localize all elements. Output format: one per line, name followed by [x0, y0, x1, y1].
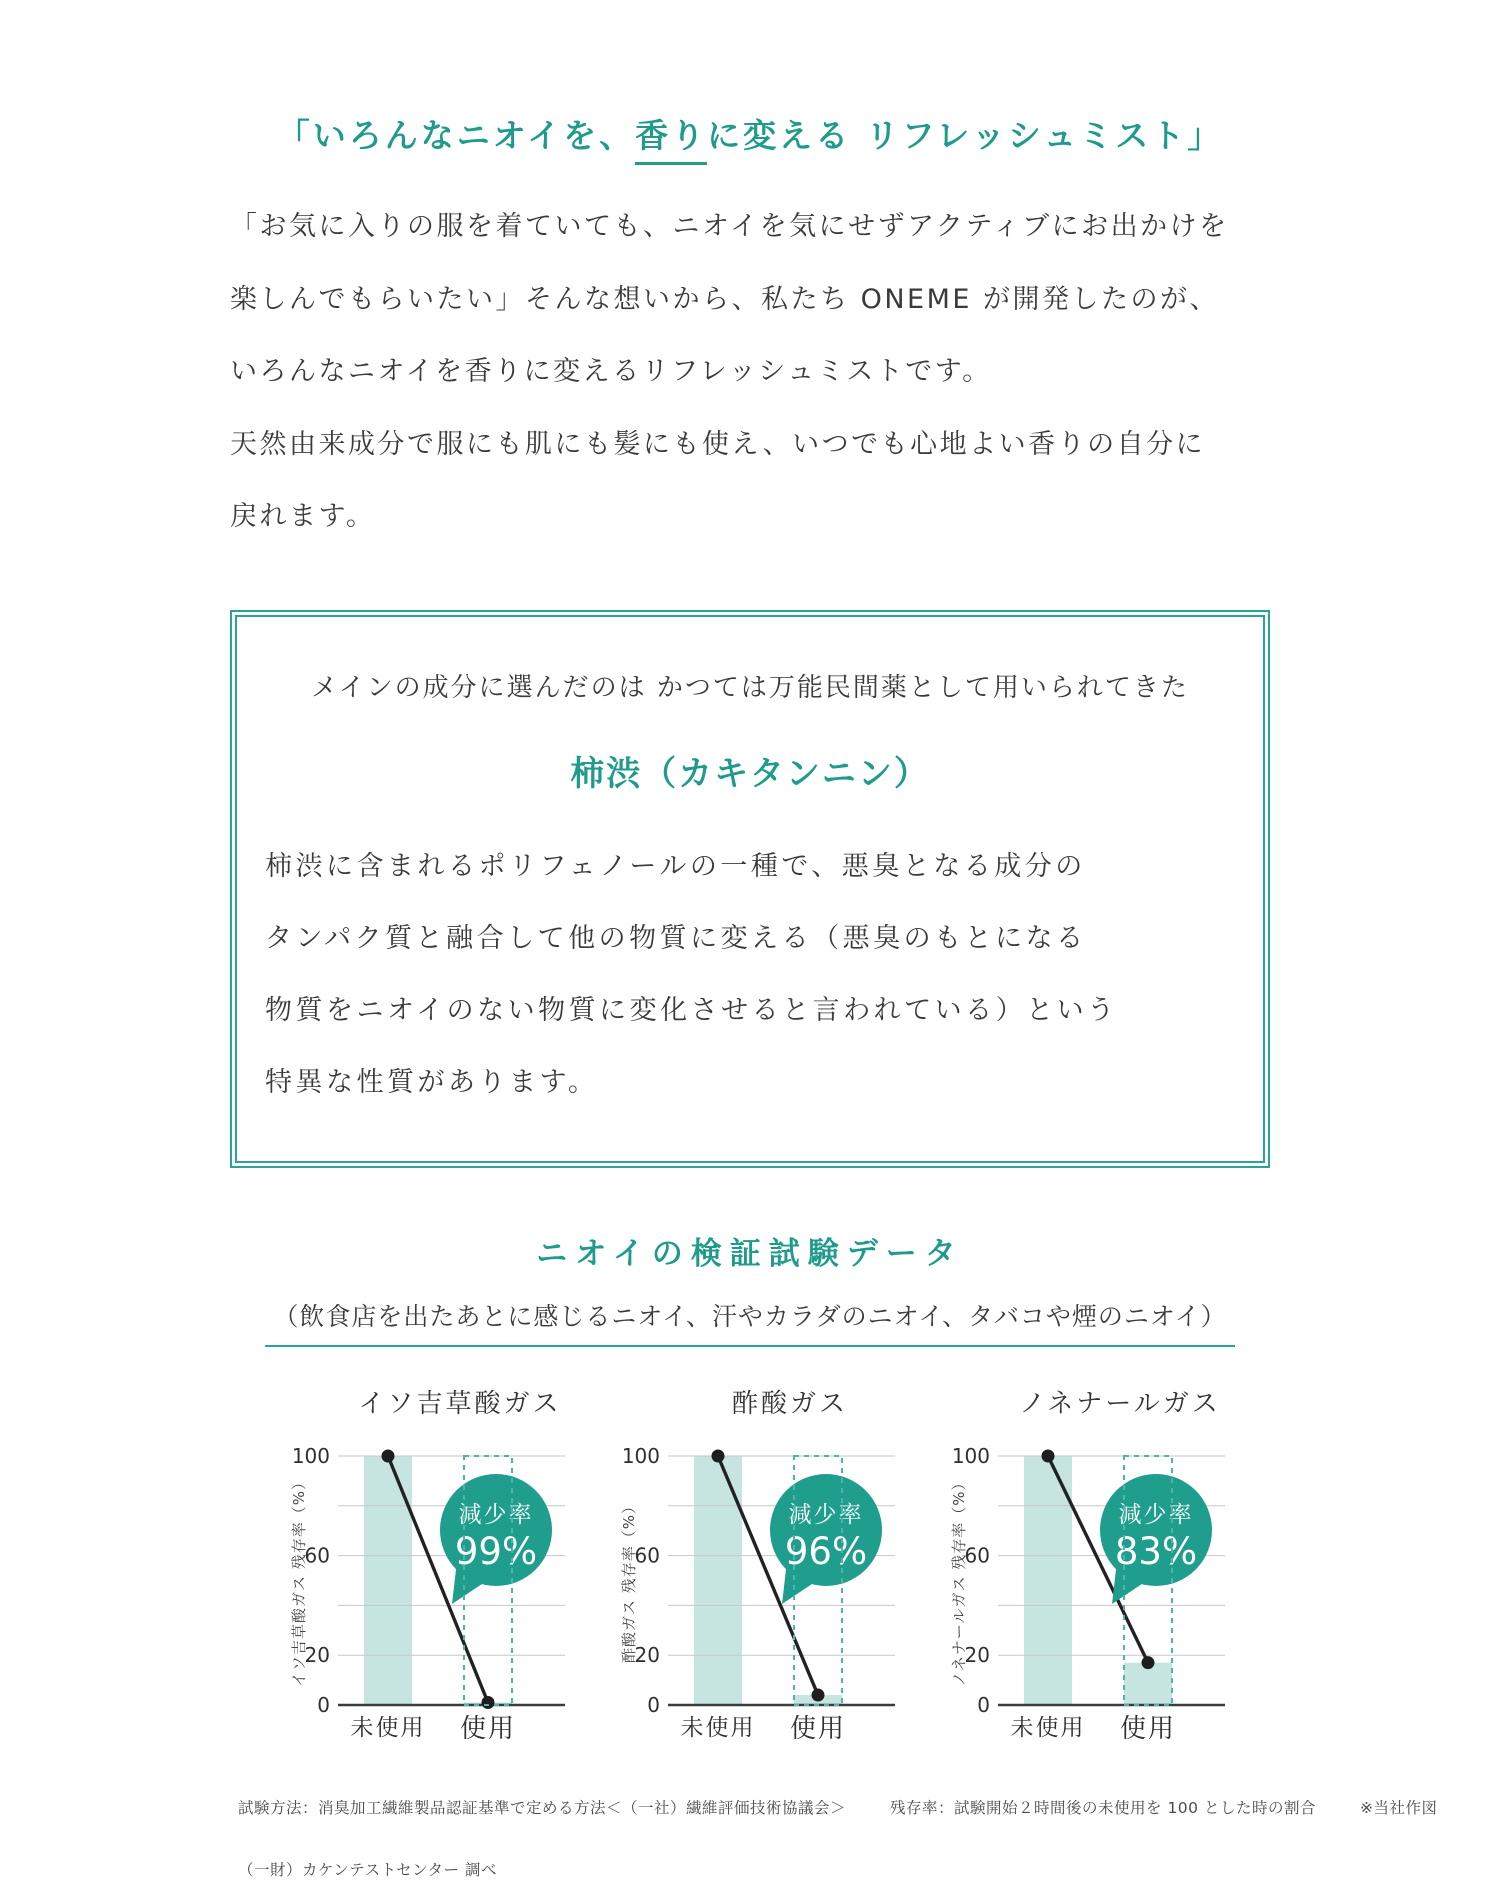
chart-svg — [288, 1436, 588, 1752]
y-axis-label: 酢酸ガス 残存率（%） — [620, 1497, 638, 1663]
x-label: 使用 — [789, 1713, 847, 1744]
bubble-value: 96% — [784, 1529, 868, 1573]
x-label: 未使用 — [680, 1714, 756, 1741]
y-tick-label: 100 — [621, 1443, 660, 1468]
box-body-paragraph — [265, 831, 1235, 1119]
page-title-suffix: に変える リフレッシュミスト」 — [707, 116, 1224, 155]
footnote-residual-rate: 残存率：試験開始２時間後の未使用を 100 とした時の割合 — [890, 1798, 1316, 1817]
bubble-value: 83% — [1114, 1529, 1198, 1573]
bubble-label: 減少率 — [788, 1501, 864, 1528]
chart-isovaleric-acid-gas — [288, 1383, 588, 1752]
chart-plot — [288, 1436, 588, 1752]
chart-svg — [948, 1436, 1248, 1752]
chart-acetic-acid-gas — [618, 1383, 918, 1752]
box-heading-kakishibu: 柿渋（カキタンニン） — [570, 753, 930, 794]
y-tick-label: 100 — [951, 1443, 990, 1468]
footnote-line-2: （一財）カケンテストセンター 調べ — [238, 1860, 497, 1879]
chart-title: イソ吉草酸ガス — [358, 1388, 562, 1419]
chart-title: ノネナールガス — [1019, 1388, 1221, 1419]
x-label: 未使用 — [350, 1714, 426, 1741]
y-axis-label: ノネナールガス 残存率（%） — [950, 1473, 968, 1687]
data-point — [812, 1688, 825, 1701]
bubble-value: 99% — [454, 1529, 538, 1573]
ingredient-info-box-inner — [235, 615, 1265, 1163]
box-body-line: 柿渋に含まれるポリフェノールの一種で、悪臭となる成分の — [265, 850, 1086, 882]
data-point — [712, 1449, 725, 1462]
box-body-line: 特異な性質があります。 — [265, 1066, 599, 1098]
intro-paragraph — [230, 191, 1270, 554]
intro-line: 「お気に入りの服を着ていても、ニオイを気にせずアクティブにお出かけを — [230, 211, 1229, 242]
data-point — [482, 1696, 495, 1709]
y-tick-label: 0 — [647, 1692, 660, 1717]
ingredient-info-box — [230, 610, 1270, 1168]
x-label: 使用 — [459, 1713, 517, 1744]
y-tick-label: 60 — [304, 1543, 330, 1568]
chart-title: 酢酸ガス — [731, 1388, 848, 1419]
test-data-section-subtitle: （飲食店を出たあとに感じるニオイ、汗やカラダのニオイ、タバコや煙のニオイ） — [273, 1301, 1227, 1331]
y-tick-label: 60 — [634, 1543, 660, 1568]
test-data-section-title: ニオイの検証試験データ — [536, 1235, 964, 1272]
intro-line: 天然由来成分で服にも肌にも髪にも使え、いつでも心地よい香りの自分に — [230, 428, 1206, 460]
y-tick-label: 60 — [964, 1543, 990, 1568]
data-point — [382, 1449, 395, 1462]
box-body-line: 物質をニオイのない物質に変化させると言われている）という — [265, 994, 1118, 1026]
chart-plot — [948, 1436, 1248, 1752]
data-point — [1142, 1656, 1155, 1669]
y-tick-label: 20 — [964, 1642, 990, 1667]
footnote-test-method: 試験方法：消臭加工繊維製品認証基準で定める方法＜（一社）繊維評価技術協議会＞ — [238, 1798, 847, 1817]
data-point — [1042, 1449, 1055, 1462]
page-title-underlined-word: 香り — [635, 116, 707, 165]
chart-svg — [618, 1436, 918, 1752]
y-tick-label: 0 — [977, 1692, 990, 1717]
intro-line: 戻れます。 — [230, 501, 376, 532]
footnote-line-1 — [238, 1796, 1438, 1818]
footnote-own-diagram: ※当社作図 — [1359, 1798, 1438, 1817]
intro-line: 楽しんでもらいたい」そんな想いから、私たち ONEME が開発したのが、 — [230, 283, 1220, 315]
x-label: 使用 — [1119, 1713, 1177, 1744]
page-content — [230, 0, 1438, 1880]
bubble-label: 減少率 — [458, 1501, 534, 1528]
page-title-prefix: 「いろんなニオイを、 — [276, 116, 636, 155]
box-lead-text: メインの成分に選んだのは かつては万能民間薬として用いられてきた — [311, 672, 1189, 703]
bubble-label: 減少率 — [1118, 1501, 1194, 1528]
y-tick-label: 20 — [634, 1642, 660, 1667]
page-title — [230, 110, 1270, 157]
chart-nonenal-gas — [948, 1383, 1248, 1752]
x-label: 未使用 — [1010, 1714, 1086, 1741]
y-axis-label: イソ吉草酸ガス 残存率（%） — [290, 1473, 308, 1687]
y-tick-label: 100 — [291, 1443, 330, 1468]
chart-plot — [618, 1436, 918, 1752]
intro-line: いろんなニオイを香りに変えるリフレッシュミストです。 — [230, 356, 992, 387]
section-divider-rule — [265, 1345, 1235, 1347]
box-body-line: タンパク質と融合して他の物質に変える（悪臭のもとになる — [265, 922, 1087, 954]
footnotes — [230, 1796, 1438, 1880]
y-tick-label: 20 — [304, 1642, 330, 1667]
y-tick-label: 0 — [317, 1692, 330, 1717]
charts-row — [288, 1383, 1270, 1752]
